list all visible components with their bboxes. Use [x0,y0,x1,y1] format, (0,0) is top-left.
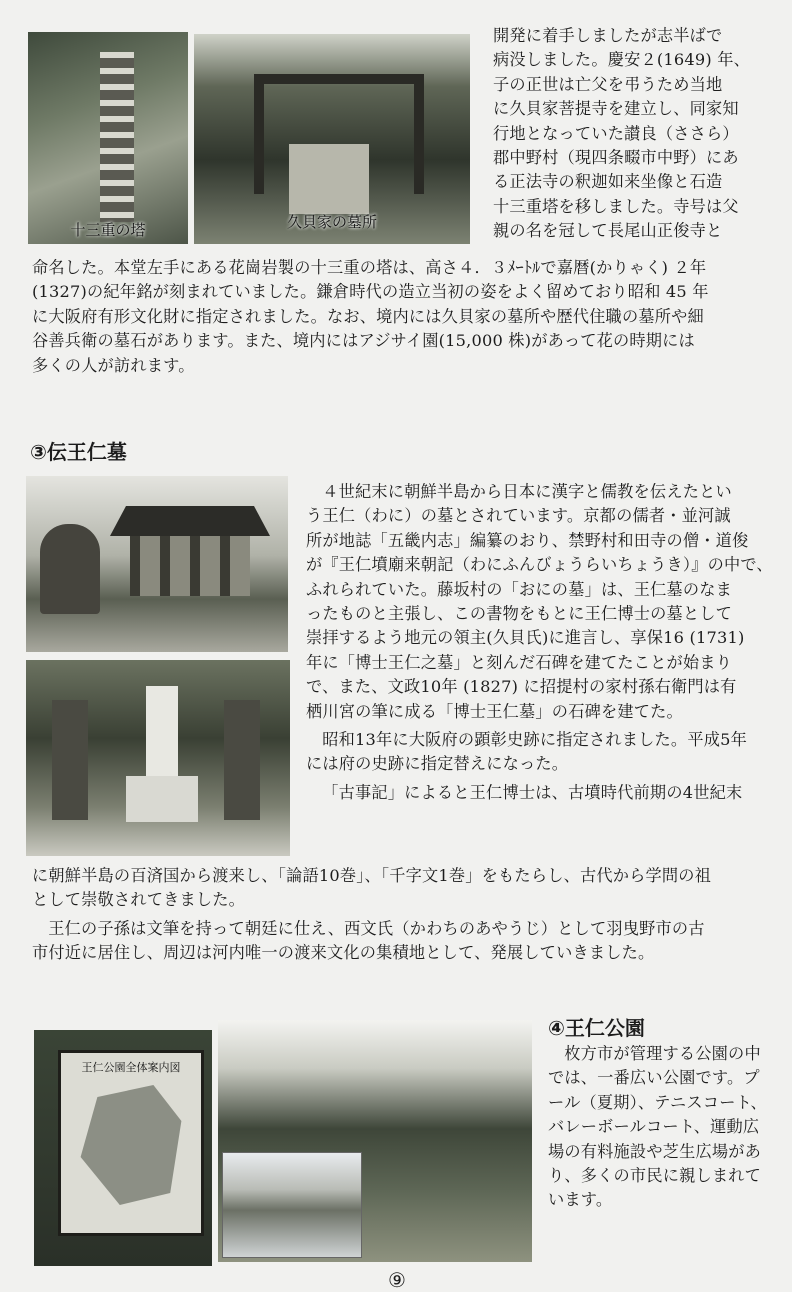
text-line: に朝鮮半島の百済国から渡来し、「論語10巻」、「千字文1巻」をもたらし、古代から学問の祖 [32,866,712,885]
text-line: 命名した。本堂左手にある花崗岩製の十三重の塔は、高さ４．３ﾒｰﾄﾙで嘉暦(かりゃく) ２年 [32,258,707,277]
section3-heading: ③伝王仁墓 [30,440,127,464]
text-line: 行地となっていた讃良（ささら） [493,123,739,143]
text-line: 所が地誌「五畿内志」編纂のおり、禁野村和田寺の僧・道俊 [306,530,749,550]
text-line: 枚方市が管理する公園の中 [564,1044,761,1063]
gate-body [130,536,250,596]
text-line: ール（夏期）、テニスコート、 [548,1092,767,1112]
section1-full-text [32,256,709,378]
text-line: 「古事記」によると王仁博士は、古墳時代前期の4世紀末 [322,782,743,802]
section1-wrap-text [493,24,750,244]
text-line: 市付近に居住し、周辺は河内唯一の渡来文化の集積地として、発展していきました。 [32,943,655,963]
sign-board [58,1050,204,1236]
section3-full-text [32,864,711,966]
photo-thirteen-story-tower [28,32,188,244]
text-line: う王仁（わに）の墓とされています。京都の儒者・並河誠 [306,506,731,526]
text-line: 崇拝するよう地元の領主(久貝氏)に進言し、享保16 (1731) [306,628,745,648]
text-line: り、多くの市民に親しまれて [548,1165,762,1185]
text-line: 栖川宮の筆に成る「博士王仁墓」の石碑を建てた。 [306,701,683,721]
text-line: 親の名を冠して長尾山正俊寺と [493,221,723,241]
text-line: に久貝家菩提寺を建立し、同家知 [493,99,739,119]
text-line: では、一番広い公園です。プ [548,1068,760,1088]
text-line: 谷善兵衛の墓石があります。また、境内にはアジサイ園(15,000 株)があって花の時期には [32,331,695,351]
photo-kugai-family-graves [194,34,470,244]
text-line: 昭和13年に大阪府の顕彰史跡に指定されました。平成5年 [322,729,747,749]
text-line: 開発に着手しましたが志半ばで [493,26,723,45]
section3-wrap-text [306,480,773,805]
text-line: として崇敬されてきました。 [32,890,246,910]
gate-roof [110,506,270,536]
photo-wani-tomb-stele [26,660,290,856]
stone-lantern-right [224,700,260,820]
section4-heading: ④王仁公園 [548,1016,645,1040]
text-line: ふれられていた。藤坂村の「おにの墓」は、王仁墓のなま [306,579,733,599]
text-line: で、また、文政10年 (1827) に招提村の家村孫右衛門は有 [306,677,737,697]
text-line: 年に「博士王仁之墓」と刻んだ石碑を建てたことが始まり [306,652,733,672]
park-map-drawing [75,1085,187,1205]
park-map-title: 王仁公園全体案内図 [81,1061,181,1074]
text-line: バレーボールコート、運動広 [548,1117,760,1137]
text-line: (1327)の紀年銘が刻まれていました。鎌倉時代の造立当初の姿をよく留めており昭和 45 年 [32,282,709,302]
text-line: 子の正世は亡父を弔うため当地 [493,74,723,94]
section4-text [548,1042,767,1213]
text-line: 王仁の子孫は文筆を持って朝廷に仕え、西文氏（かわちのあやうじ）として羽曳野市の古 [48,918,705,938]
text-line: 郡中野村（現四条畷市中野）にあ [493,147,739,167]
stone-monument [40,524,100,614]
stone-lantern-left [52,700,88,820]
text-line: 場の有料施設や芝生広場があ [548,1141,762,1161]
text-line: 十三重塔を移しました。寺号は父 [493,196,739,216]
text-line: ４世紀末に朝鮮半島から日本に漢字と儒教を伝えたとい [322,482,732,501]
pool-inset-photo [222,1152,362,1258]
text-line: います。 [548,1190,613,1210]
stele-base [126,776,198,822]
tower-caption: 十三重の塔 [70,221,146,239]
text-line: る正法寺の釈迦如来坐像と石造 [493,172,723,192]
graves-caption: 久貝家の墓所 [286,213,377,231]
photo-park-grounds [218,1020,532,1262]
text-line: 病没しました。慶安２(1649) 年、 [493,50,751,70]
text-line: が『王仁墳廟来朝記（わにふんびょうらいちょうき）』の中で、 [306,555,773,575]
text-line: ったものと主張し、この書物をもとに王仁博士の墓として [306,603,733,623]
gate-path [289,144,369,214]
tower-silhouette [100,52,134,222]
text-line: 多くの人が訪れます。 [32,355,195,375]
photo-park-map-sign [34,1030,212,1266]
text-line: に大阪府有形文化財に指定されました。なお、境内には久貝家の墓所や歴代住職の墓所や細 [32,306,704,326]
page-number: ⑨ [388,1268,406,1292]
photo-wani-tomb-gate [26,476,288,652]
text-line: には府の史跡に指定替えになった。 [306,754,569,774]
stele [146,686,178,776]
